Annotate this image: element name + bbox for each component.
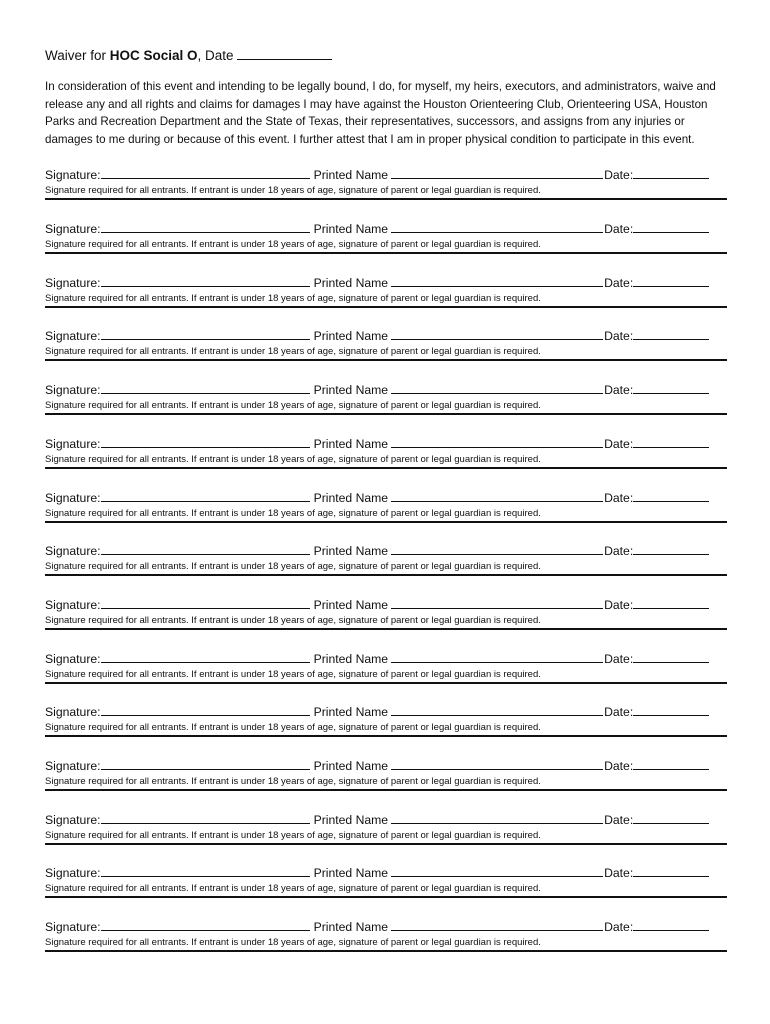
printed-name-label: Printed Name <box>313 329 389 344</box>
date-field[interactable] <box>633 543 709 555</box>
printed-name-label: Printed Name <box>313 383 389 398</box>
printed-name-label: Printed Name <box>313 436 389 451</box>
date-label: Date: <box>604 597 634 612</box>
printed-name-label: Printed Name <box>313 222 389 237</box>
printed-name-label: Printed Name <box>313 275 389 290</box>
signature-rows <box>45 167 727 972</box>
signature-row <box>45 436 727 490</box>
row-divider <box>45 896 727 898</box>
title-prefix: Waiver for <box>45 48 110 63</box>
printed-name-field[interactable] <box>391 651 603 663</box>
row-divider <box>45 413 727 415</box>
signature-field[interactable] <box>101 704 310 716</box>
date-label: Date: <box>604 275 634 290</box>
date-label: Date: <box>604 920 634 934</box>
signature-line <box>45 543 727 559</box>
date-field[interactable] <box>633 597 709 609</box>
printed-name-field[interactable] <box>391 865 603 877</box>
signature-field[interactable] <box>101 812 310 824</box>
signature-row <box>45 812 727 866</box>
signature-field[interactable] <box>101 436 310 448</box>
date-label: Date: <box>604 758 634 773</box>
signature-note: Signature required for all entrants. If entrant is under 18 years of age, signature of parent or legal guardian is required. <box>45 883 541 895</box>
printed-name-label: Printed Name <box>313 651 389 666</box>
waiver-page <box>45 47 727 973</box>
signature-field[interactable] <box>101 651 310 663</box>
title-suffix: , Date <box>197 48 238 63</box>
date-field[interactable] <box>633 812 709 824</box>
signature-label: Signature: <box>45 544 101 559</box>
date-field[interactable] <box>633 167 709 179</box>
signature-line <box>45 275 727 291</box>
signature-note: Signature required for all entrants. If entrant is under 18 years of age, signature of parent or legal guardian is required. <box>45 346 541 358</box>
signature-field[interactable] <box>101 543 310 555</box>
printed-name-label: Printed Name <box>313 544 389 559</box>
printed-name-field[interactable] <box>391 167 603 179</box>
date-label: Date: <box>604 651 634 666</box>
row-divider <box>45 789 727 791</box>
row-divider <box>45 467 727 469</box>
date-label: Date: <box>604 812 634 827</box>
printed-name-field[interactable] <box>391 221 603 233</box>
date-field[interactable] <box>633 919 709 931</box>
date-field[interactable] <box>633 490 709 502</box>
signature-row <box>45 919 727 973</box>
waiver-statement: In consideration of this event and intending to be legally bound, I do, for myself, my heirs, executors, and administrators, waive and release any and all rights and claims for damages I may have against the Houston Orienteering Club, Orienteering USA, Houston Parks and Recreation Department and the State of Texas, their representatives, successors, and assigns from any injuries or damages to me during or because of this event. I further attest that I am in proper physical condition to participate in this event. <box>45 80 716 146</box>
signature-field[interactable] <box>101 865 310 877</box>
printed-name-label: Printed Name <box>313 812 389 827</box>
date-field[interactable] <box>633 758 709 770</box>
signature-note: Signature required for all entrants. If entrant is under 18 years of age, signature of parent or legal guardian is required. <box>45 829 541 841</box>
signature-field[interactable] <box>101 597 310 609</box>
printed-name-label: Printed Name <box>313 866 389 881</box>
signature-note: Signature required for all entrants. If entrant is under 18 years of age, signature of parent or legal guardian is required. <box>45 400 541 412</box>
date-label: Date: <box>604 490 634 505</box>
date-label: Date: <box>604 544 634 559</box>
signature-note: Signature required for all entrants. If entrant is under 18 years of age, signature of parent or legal guardian is required. <box>45 239 541 251</box>
row-divider <box>45 306 727 308</box>
signature-note: Signature required for all entrants. If entrant is under 18 years of age, signature of parent or legal guardian is required. <box>45 292 541 304</box>
signature-label: Signature: <box>45 383 101 398</box>
date-field[interactable] <box>633 704 709 716</box>
row-divider <box>45 950 727 952</box>
row-divider <box>45 359 727 361</box>
printed-name-field[interactable] <box>391 543 603 555</box>
signature-label: Signature: <box>45 758 101 773</box>
printed-name-label: Printed Name <box>313 597 389 612</box>
signature-field[interactable] <box>101 919 310 931</box>
signature-note: Signature required for all entrants. If entrant is under 18 years of age, signature of parent or legal guardian is required. <box>45 722 541 734</box>
signature-row <box>45 490 727 544</box>
signature-row <box>45 597 727 651</box>
signature-note: Signature required for all entrants. If entrant is under 18 years of age, signature of parent or legal guardian is required. <box>45 775 541 787</box>
printed-name-field[interactable] <box>391 436 603 448</box>
signature-line <box>45 919 727 935</box>
signature-note: Signature required for all entrants. If entrant is under 18 years of age, signature of parent or legal guardian is required. <box>45 668 541 680</box>
signature-label: Signature: <box>45 490 101 505</box>
event-name: HOC Social O <box>109 48 198 63</box>
signature-note: Signature required for all entrants. If entrant is under 18 years of age, signature of parent or legal guardian is required. <box>45 937 541 948</box>
signature-row <box>45 758 727 812</box>
date-label: Date: <box>604 705 634 720</box>
printed-name-field[interactable] <box>391 597 603 609</box>
signature-row <box>45 865 727 919</box>
date-label: Date: <box>604 168 634 183</box>
signature-field[interactable] <box>101 221 310 233</box>
signature-line <box>45 382 727 398</box>
date-blank-field[interactable] <box>237 47 332 60</box>
printed-name-field[interactable] <box>391 490 603 502</box>
signature-line <box>45 436 727 452</box>
page-title <box>45 47 727 65</box>
row-divider <box>45 252 727 254</box>
signature-note: Signature required for all entrants. If entrant is under 18 years of age, signature of parent or legal guardian is required. <box>45 185 541 197</box>
signature-row <box>45 382 727 436</box>
date-field[interactable] <box>633 865 709 877</box>
signature-label: Signature: <box>45 275 101 290</box>
signature-field[interactable] <box>101 167 310 179</box>
signature-row <box>45 328 727 382</box>
printed-name-label: Printed Name <box>313 920 389 934</box>
signature-label: Signature: <box>45 812 101 827</box>
signature-label: Signature: <box>45 866 101 881</box>
row-divider <box>45 198 727 200</box>
signature-row <box>45 221 727 275</box>
signature-label: Signature: <box>45 436 101 451</box>
signature-field[interactable] <box>101 382 310 394</box>
date-field[interactable] <box>633 221 709 233</box>
signature-label: Signature: <box>45 168 101 183</box>
signature-line <box>45 651 727 667</box>
signature-line <box>45 328 727 344</box>
signature-note: Signature required for all entrants. If entrant is under 18 years of age, signature of parent or legal guardian is required. <box>45 561 541 573</box>
signature-note: Signature required for all entrants. If entrant is under 18 years of age, signature of parent or legal guardian is required. <box>45 453 541 465</box>
signature-field[interactable] <box>101 490 310 502</box>
signature-row <box>45 704 727 758</box>
signature-field[interactable] <box>101 275 310 287</box>
signature-line <box>45 758 727 774</box>
printed-name-label: Printed Name <box>313 490 389 505</box>
signature-line <box>45 597 727 613</box>
row-divider <box>45 843 727 845</box>
signature-label: Signature: <box>45 329 101 344</box>
signature-label: Signature: <box>45 222 101 237</box>
date-label: Date: <box>604 329 634 344</box>
signature-line <box>45 812 727 828</box>
date-field[interactable] <box>633 275 709 287</box>
signature-note: Signature required for all entrants. If entrant is under 18 years of age, signature of parent or legal guardian is required. <box>45 614 541 626</box>
date-field[interactable] <box>633 328 709 340</box>
signature-row <box>45 275 727 329</box>
printed-name-field[interactable] <box>391 704 603 716</box>
signature-label: Signature: <box>45 597 101 612</box>
date-label: Date: <box>604 222 634 237</box>
signature-row <box>45 651 727 705</box>
row-divider <box>45 521 727 523</box>
signature-row <box>45 167 727 221</box>
printed-name-field[interactable] <box>391 758 603 770</box>
signature-note: Signature required for all entrants. If entrant is under 18 years of age, signature of parent or legal guardian is required. <box>45 507 541 519</box>
signature-line <box>45 490 727 506</box>
signature-label: Signature: <box>45 705 101 720</box>
printed-name-label: Printed Name <box>313 758 389 773</box>
row-divider <box>45 735 727 737</box>
printed-name-field[interactable] <box>391 275 603 287</box>
date-field[interactable] <box>633 382 709 394</box>
printed-name-label: Printed Name <box>313 705 389 720</box>
signature-field[interactable] <box>101 758 310 770</box>
signature-label: Signature: <box>45 920 101 934</box>
printed-name-label: Printed Name <box>313 168 389 183</box>
date-label: Date: <box>604 383 634 398</box>
signature-line <box>45 865 727 881</box>
signature-row <box>45 543 727 597</box>
row-divider <box>45 682 727 684</box>
signature-line <box>45 704 727 720</box>
signature-line <box>45 221 727 237</box>
signature-field[interactable] <box>101 328 310 340</box>
signature-line <box>45 167 727 183</box>
row-divider <box>45 628 727 630</box>
row-divider <box>45 574 727 576</box>
printed-name-field[interactable] <box>391 382 603 394</box>
date-label: Date: <box>604 436 634 451</box>
printed-name-field[interactable] <box>391 812 603 824</box>
date-field[interactable] <box>633 436 709 448</box>
signature-label: Signature: <box>45 651 101 666</box>
printed-name-field[interactable] <box>391 919 603 931</box>
printed-name-field[interactable] <box>391 328 603 340</box>
date-field[interactable] <box>633 651 709 663</box>
date-label: Date: <box>604 866 634 881</box>
